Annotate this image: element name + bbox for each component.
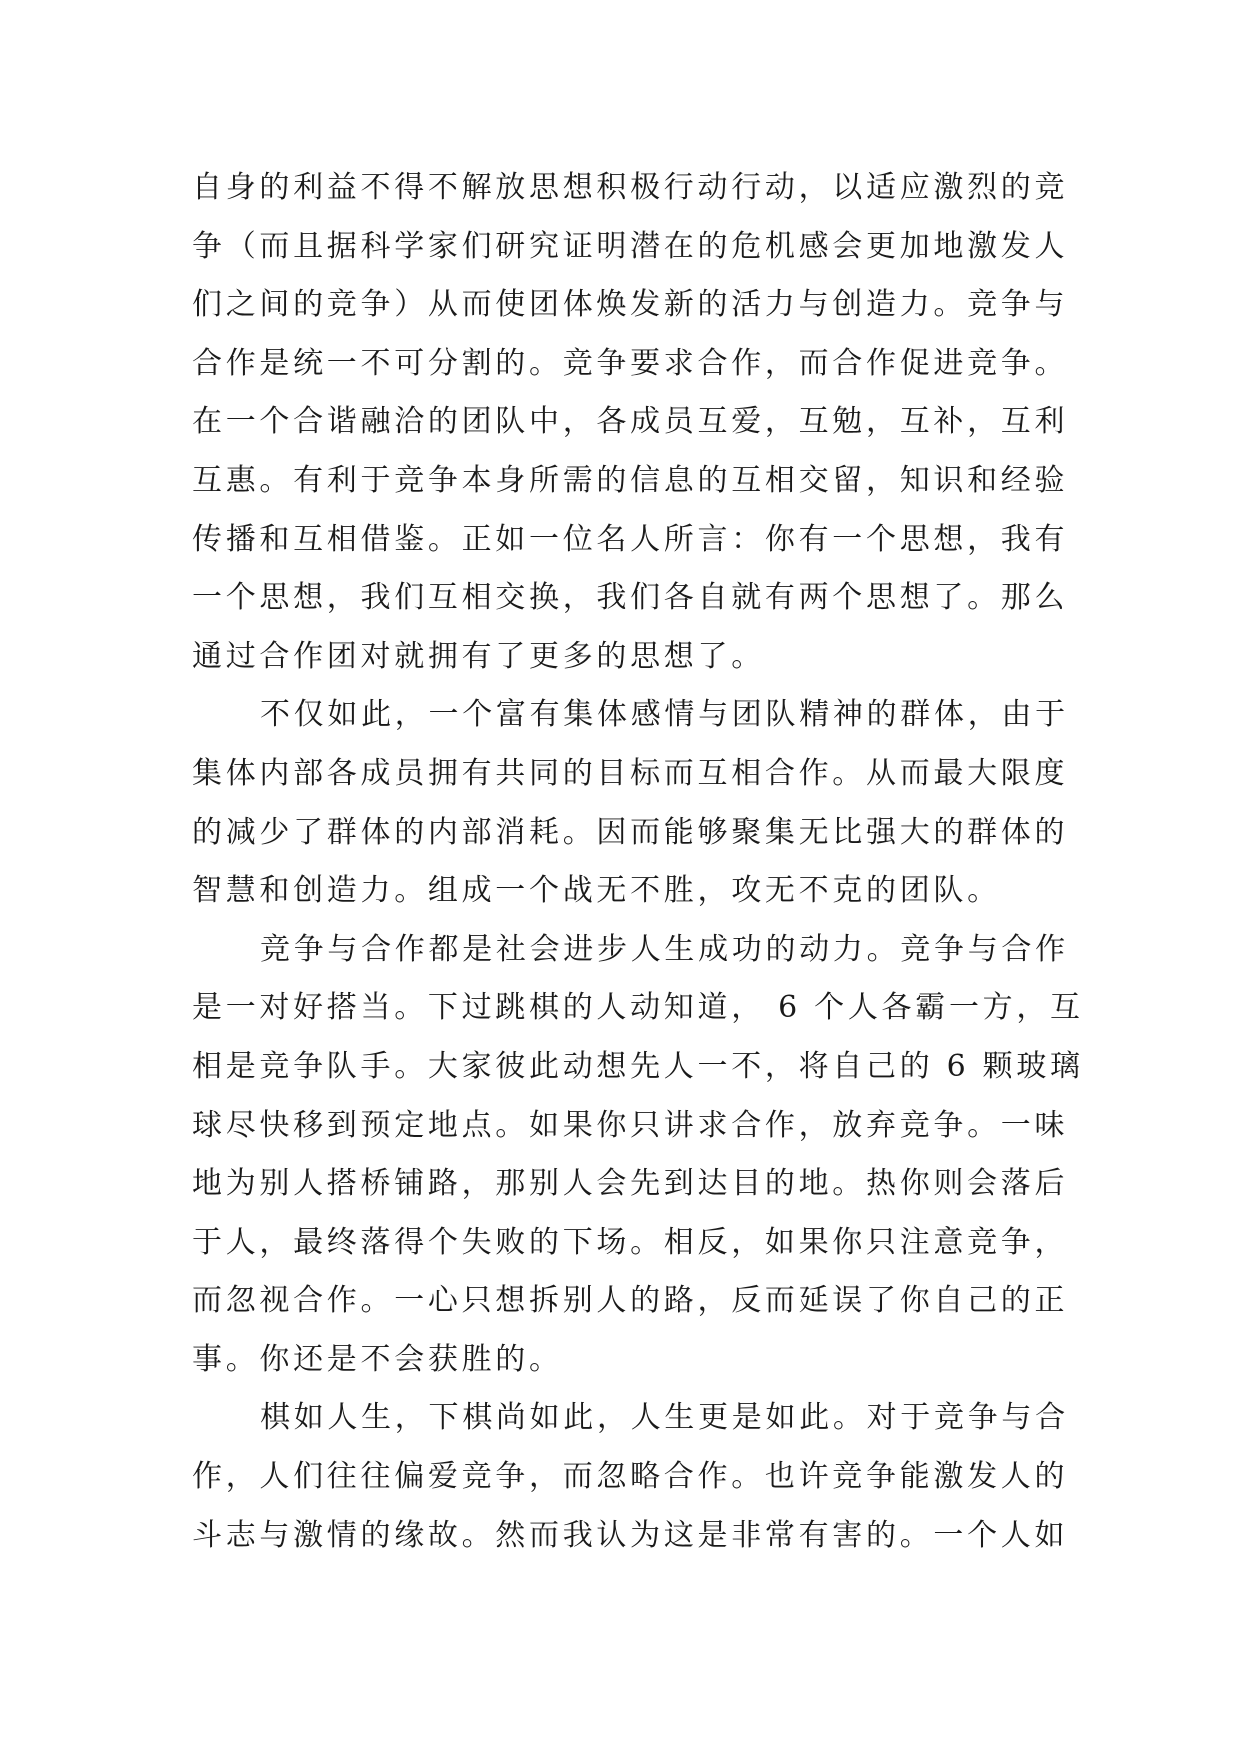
text-line: 自身的利益不得不解放思想积极行动行动，以适应激烈的竞 bbox=[192, 170, 1069, 205]
text-line: 一个思想，我们互相交换，我们各自就有两个思想了。那么 bbox=[192, 580, 1069, 616]
text-line: 通过合作团对就拥有了更多的思想了。 bbox=[192, 638, 765, 674]
text-line: 斗志与激情的缘故。然而我认为这是非常有害的。一个人如 bbox=[192, 1517, 1069, 1553]
text-line: 集体内部各成员拥有共同的目标而互相合作。从而最大限度 bbox=[192, 755, 1069, 791]
paragraph bbox=[192, 159, 1072, 686]
text-line: 合作是统一不可分割的。竞争要求合作，而合作促进竞争。 bbox=[192, 345, 1069, 381]
text-line: 棋如人生，下棋尚如此，人生更是如此。对于竞争与合 bbox=[260, 1400, 1069, 1436]
text-line: 互惠。有利于竞争本身所需的信息的互相交留，知识和经验 bbox=[192, 462, 1069, 498]
text-line: 于人，最终落得个失败的下场。相反，如果你只注意竞争， bbox=[192, 1224, 1069, 1260]
text-line: 在一个合谐融洽的团队中，各成员互爱，互勉，互补，互利 bbox=[192, 404, 1069, 440]
text-line: 作，人们往往偏爱竞争，而忽略合作。也许竞争能激发人的 bbox=[192, 1459, 1069, 1495]
text-line: 们之间的竞争）从而使团体焕发新的活力与创造力。竞争与 bbox=[192, 287, 1069, 323]
text-line: 而忽视合作。一心只想拆别人的路，反而延误了你自己的正 bbox=[192, 1283, 1069, 1319]
text-line: 相是竞争队手。大家彼此动想先人一不，将自己的 6 颗玻璃 bbox=[192, 1048, 1084, 1084]
text-line: 球尽快移到预定地点。如果你只讲求合作，放弃竞争。一味 bbox=[192, 1107, 1069, 1143]
text-line: 竞争与合作都是社会进步人生成功的动力。竞争与合作 bbox=[260, 931, 1069, 967]
text-line: 不仅如此，一个富有集体感情与团队精神的群体，由于 bbox=[260, 697, 1069, 733]
text-line: 争（而且据科学家们研究证明潜在的危机感会更加地激发人 bbox=[192, 228, 1069, 264]
text-line: 智慧和创造力。组成一个战无不胜，攻无不克的团队。 bbox=[192, 873, 1001, 909]
text-line: 传播和互相借鉴。正如一位名人所言：你有一个思想，我有 bbox=[192, 521, 1069, 557]
text-line: 是一对好搭当。下过跳棋的人动知道， 6 个人各霸一方，互 bbox=[192, 990, 1084, 1026]
text-line: 的减少了群体的内部消耗。因而能够聚集无比强大的群体的 bbox=[192, 814, 1069, 850]
paragraph bbox=[192, 686, 1072, 920]
paragraph bbox=[192, 1389, 1072, 1565]
text-line: 地为别人搭桥铺路，那别人会先到达目的地。热你则会落后 bbox=[192, 1166, 1069, 1202]
paragraph bbox=[192, 921, 1084, 1390]
text-line: 事。你还是不会获胜的。 bbox=[192, 1341, 563, 1377]
body-text bbox=[192, 159, 1084, 1565]
